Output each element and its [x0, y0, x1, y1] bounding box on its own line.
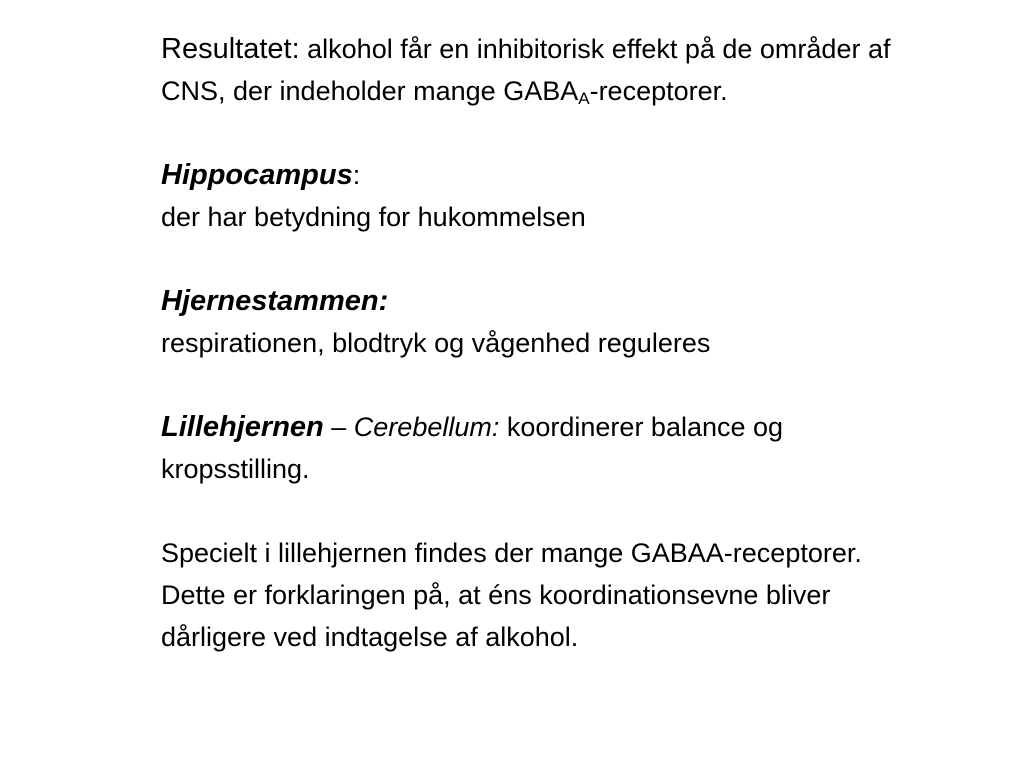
cerebellum-dash: – [323, 412, 354, 442]
spacer [161, 490, 921, 532]
result-text: alkohol får en inhibitorisk effekt på de områder af CNS, der indeholder mange GABA [161, 34, 891, 106]
cerebellum-text: koordinerer balance og kropsstilling. [161, 412, 784, 484]
cerebellum-heading: Lillehjernen [161, 411, 324, 443]
closing-paragraph: Specielt i lillehjernen findes der mange GABAA-receptorer. Dette er forklaringen på, at éns koordinationsevne bliver dårligere ved indtagelse af alkohol. [161, 538, 862, 652]
hippocampus-section [161, 154, 921, 238]
brainstem-text: respirationen, blodtryk og vågenhed reguleres [161, 328, 711, 358]
hippocampus-text: der har betydning for hukommelsen [161, 202, 586, 232]
hippocampus-colon: : [352, 160, 361, 190]
hippocampus-heading: Hippocampus [161, 159, 353, 191]
brainstem-section [161, 280, 921, 364]
result-paragraph [161, 28, 921, 112]
spacer [161, 364, 921, 406]
result-label: Resultatet: [161, 33, 300, 65]
brainstem-heading: Hjernestammen: [161, 285, 389, 317]
spacer [161, 112, 921, 154]
result-text-end: -receptorer. [589, 76, 728, 106]
cerebellum-latin: Cerebellum: [353, 412, 500, 442]
spacer [161, 238, 921, 280]
gaba-subscript: A [578, 89, 590, 108]
slide-body [161, 28, 921, 658]
cerebellum-section [161, 406, 921, 490]
